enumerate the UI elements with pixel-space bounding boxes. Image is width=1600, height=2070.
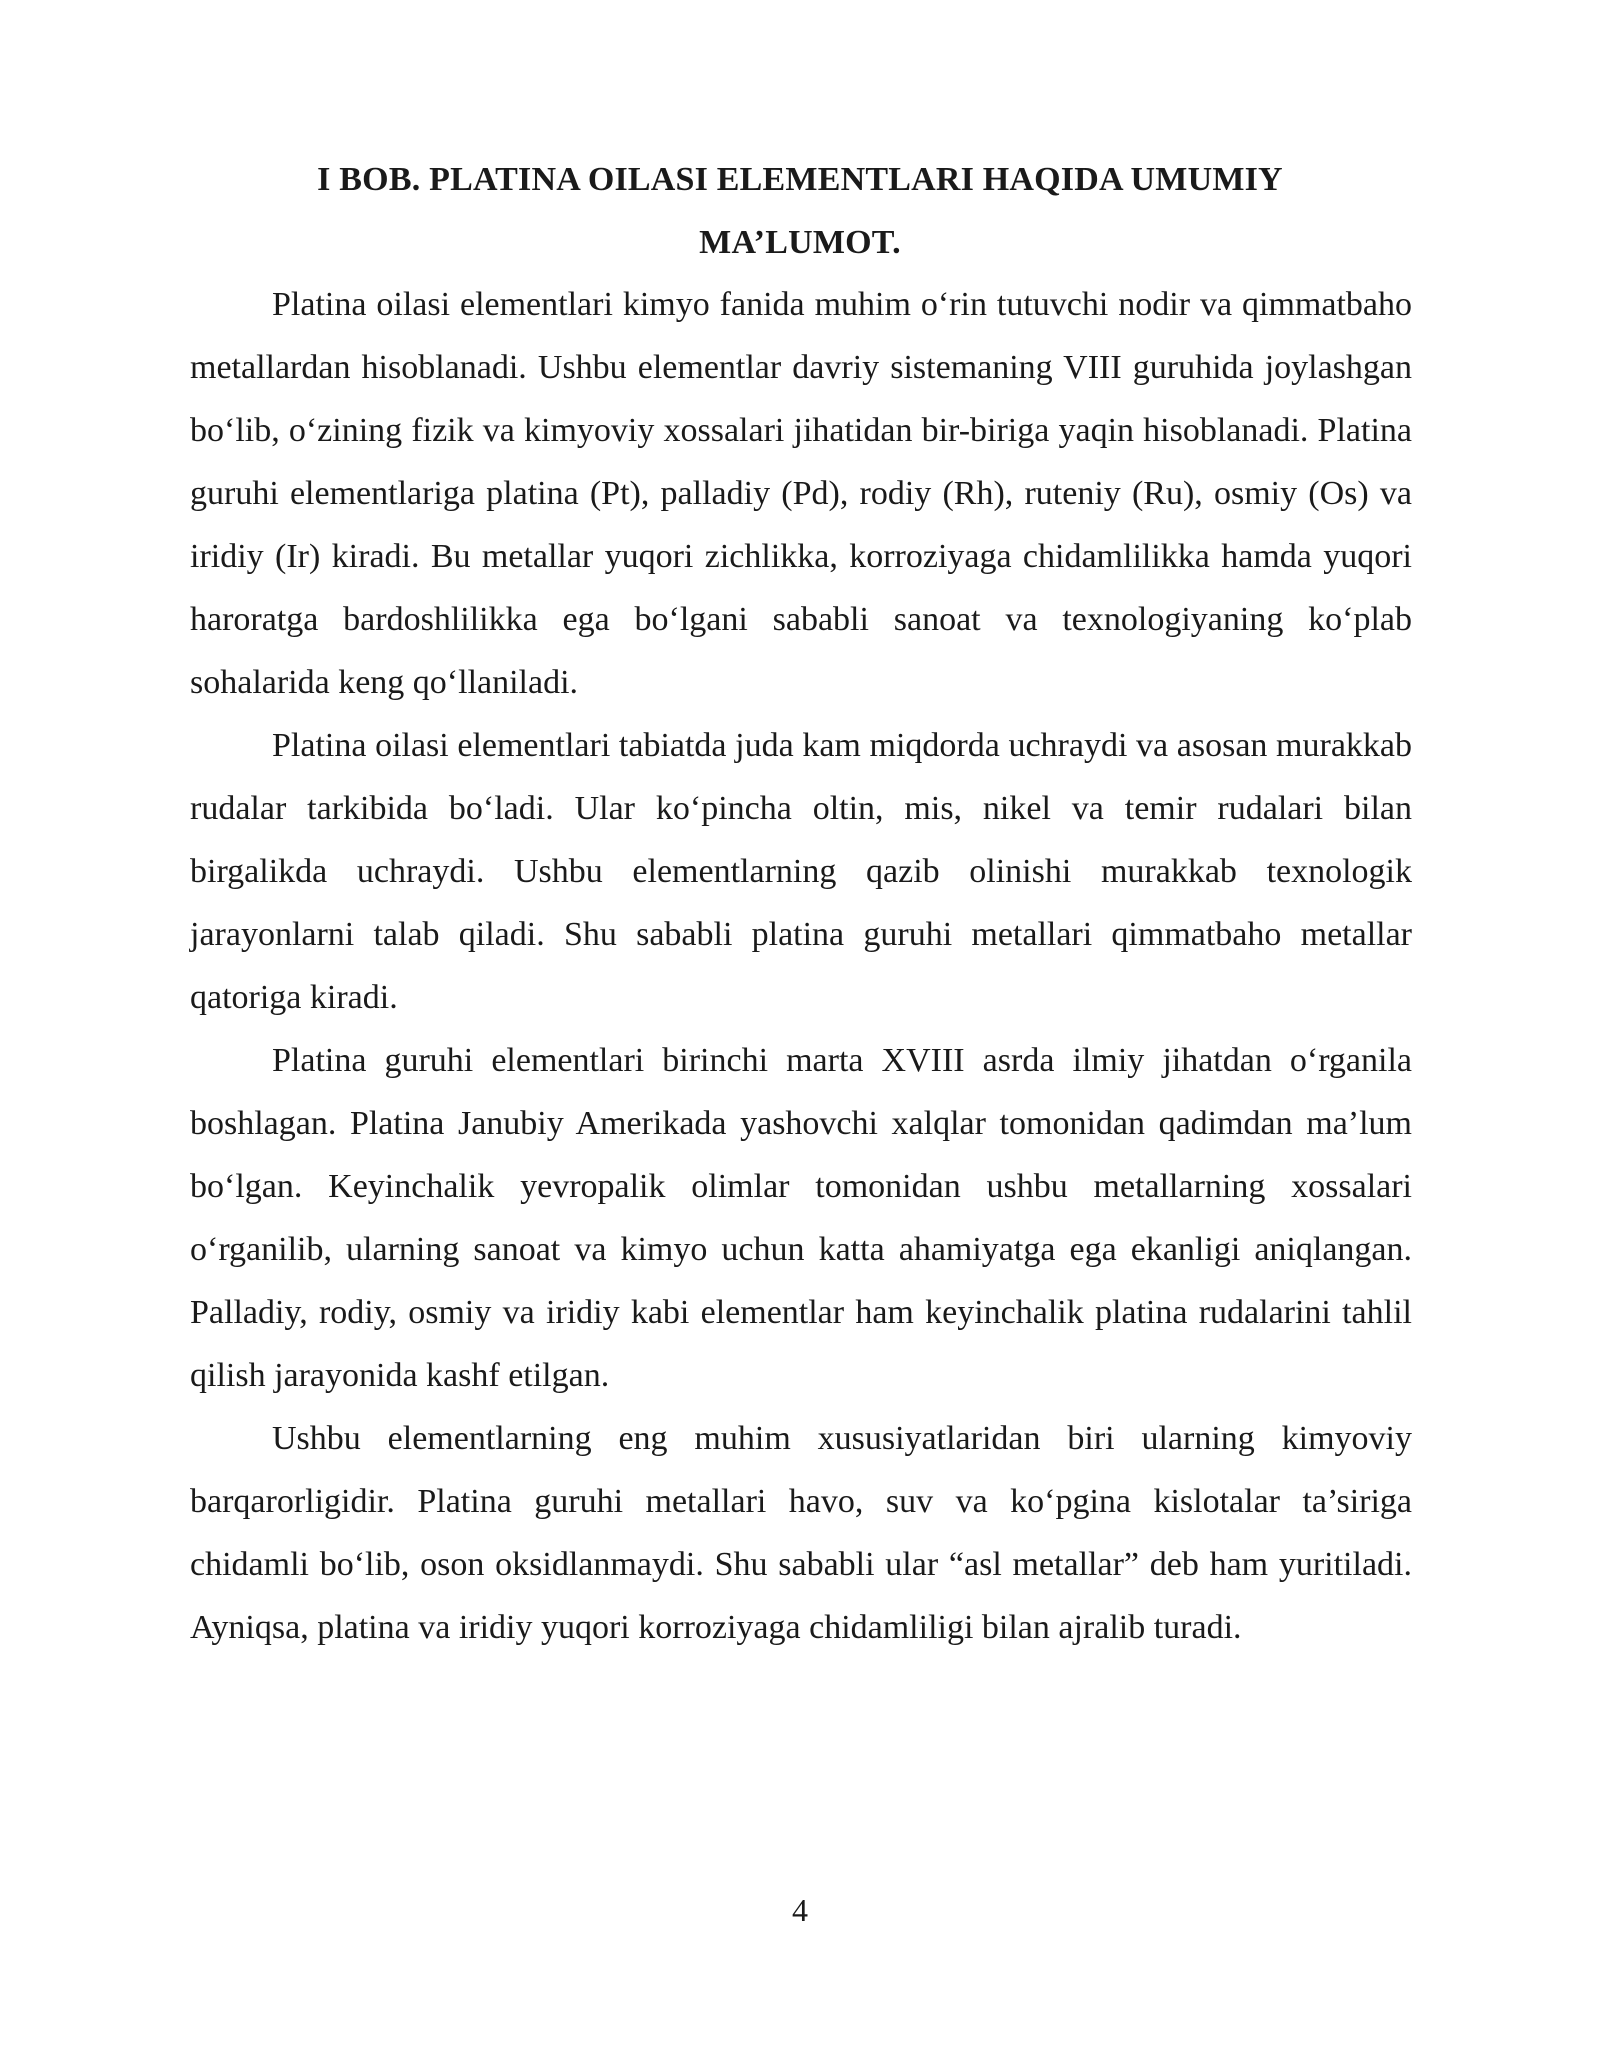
chapter-title-line-2: MA’LUMOT.	[699, 224, 901, 261]
body-text	[190, 273, 1412, 1659]
paragraph-4: Ushbu elementlarning eng muhim xususiyatlaridan biri ularning kimyoviy barqarorligidir. Platina guruhi metallari havo, suv va ko‘pgina kislotalar ta’siriga chidamli bo‘lib, oson oksidlanmaydi. Shu sababli ular “asl metallar” deb ham yuritiladi. Ayniqsa, platina va iridiy yuqori korroziyaga chidamliligi bilan ajralib turadi.	[190, 1420, 1412, 1646]
chapter-title-line-1: I BOB. PLATINA OILASI ELEMENTLARI HAQIDA UMUMIY	[317, 161, 1283, 198]
page-number: 4	[792, 1892, 808, 1928]
paragraph-2: Platina oilasi elementlari tabiatda juda kam miqdorda uchraydi va asosan murakkab rudalar tarkibida bo‘ladi. Ular ko‘pincha oltin, mis, nikel va temir rudalari bilan birgalikda uchraydi. Ushbu elementlarning qazib olinishi murakkab texnologik jarayonlarni talab qiladi. Shu sababli platina guruhi metallari qimmatbaho metallar qatoriga kiradi.	[190, 727, 1412, 1016]
paragraph-1: Platina oilasi elementlari kimyo fanida muhim o‘rin tutuvchi nodir va qimmatbaho metallardan hisoblanadi. Ushbu elementlar davriy sistemaning VIII guruhida joylashgan bo‘lib, o‘zining fizik va kimyoviy xossalari jihatidan bir-biriga yaqin hisoblanadi. Platina guruhi elementlariga platina (Pt), palladiy (Pd), rodiy (Rh), ruteniy (Ru), osmiy (Os) va iridiy (Ir) kiradi. Bu metallar yuqori zichlikka, korroziyaga chidamlilikka hamda yuqori haroratga bardoshlilikka ega bo‘lgani sababli sanoat va texnologiyaning ko‘plab sohalarida keng qo‘llaniladi.	[190, 286, 1412, 701]
paragraph-3: Platina guruhi elementlari birinchi marta XVIII asrda ilmiy jihatdan o‘rganila boshlagan. Platina Janubiy Amerikada yashovchi xalqlar tomonidan qadimdan ma’lum bo‘lgan. Keyinchalik yevropalik olimlar tomonidan ushbu metallarning xossalari o‘rganilib, ularning sanoat va kimyo uchun katta ahamiyatga ega ekanligi aniqlangan. Palladiy, rodiy, osmiy va iridiy kabi elementlar ham keyinchalik platina rudalarini tahlil qilish jarayonida kashf etilgan.	[190, 1042, 1412, 1394]
chapter-title	[180, 148, 1420, 274]
